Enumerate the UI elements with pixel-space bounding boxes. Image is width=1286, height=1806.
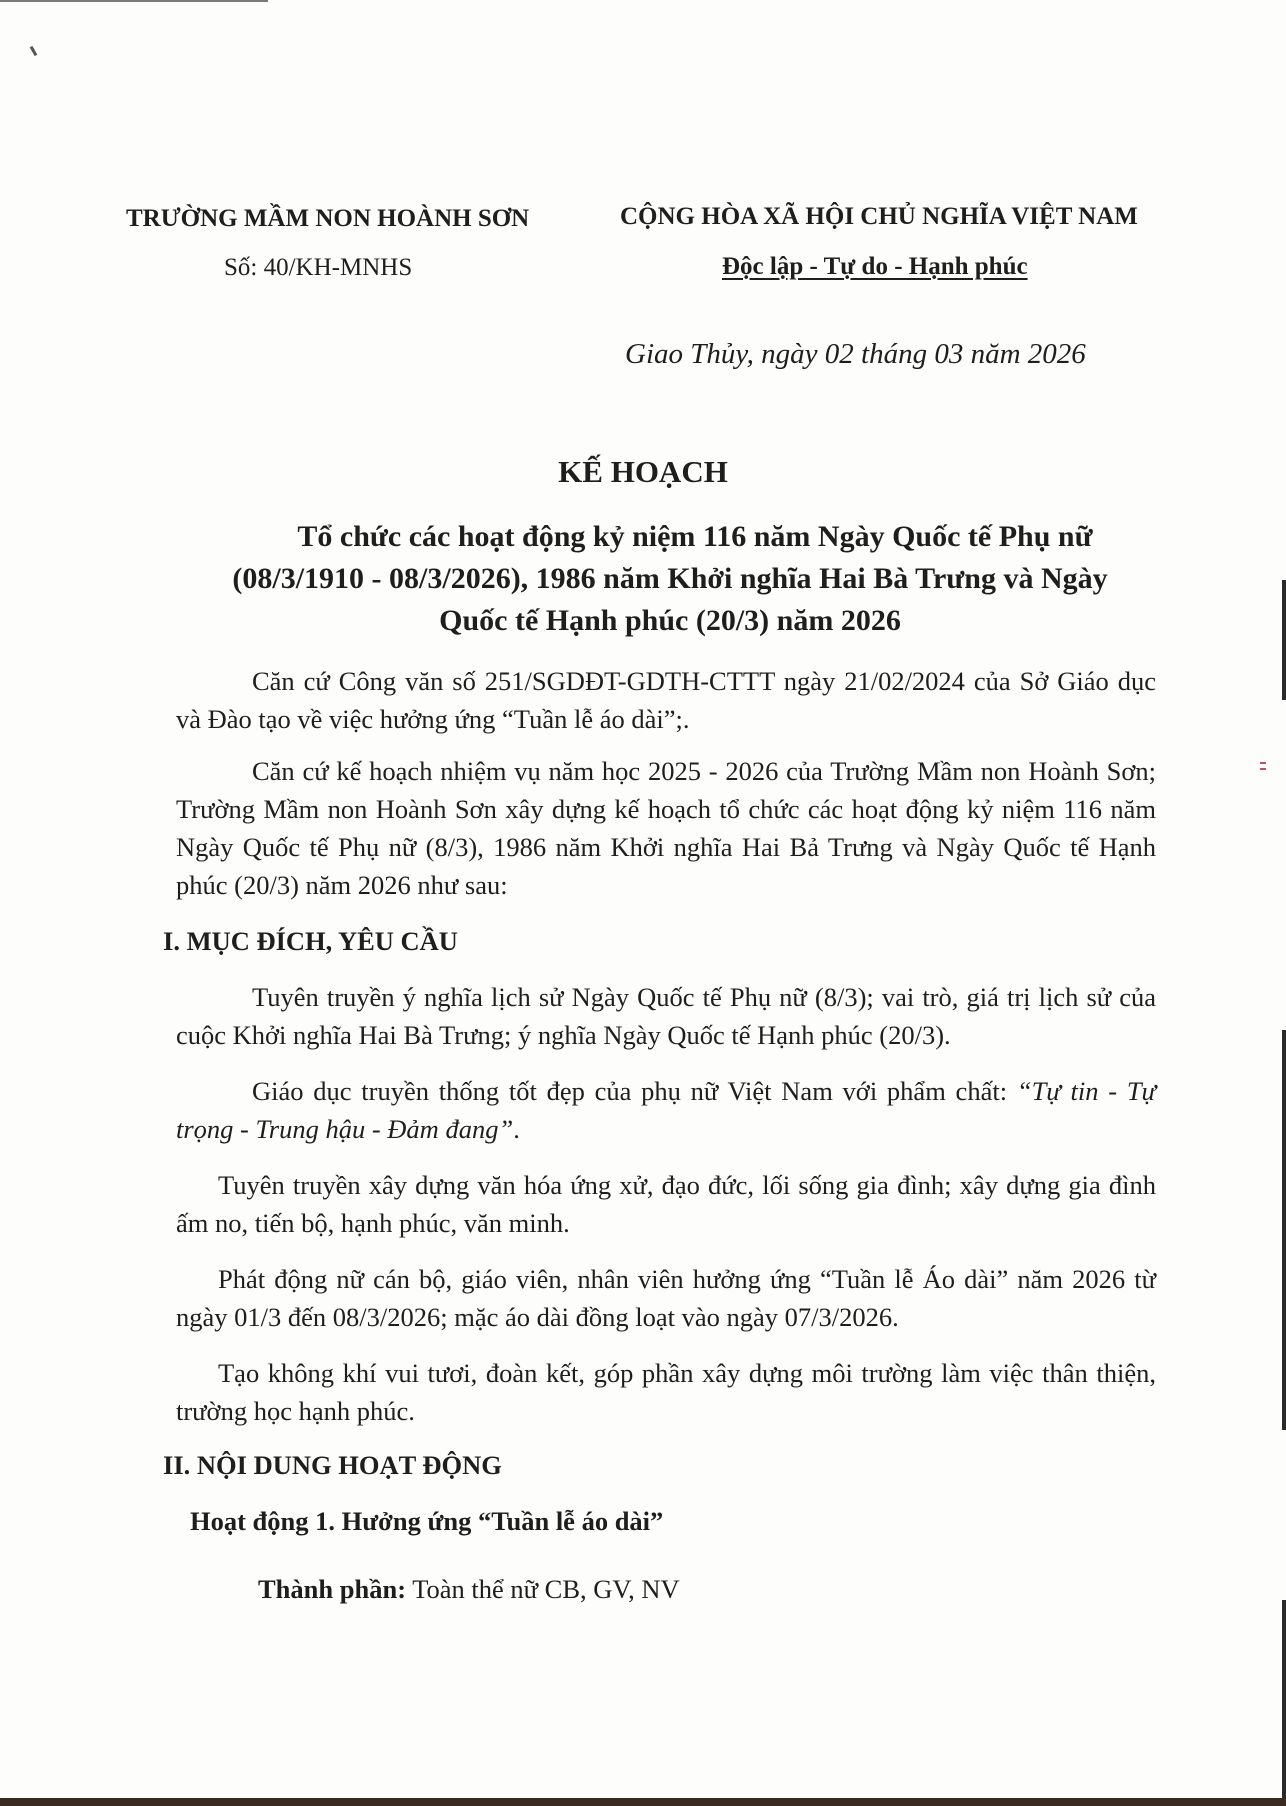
section-1-paragraph-1 <box>176 978 1156 1054</box>
s1-p1-text: Tuyên truyền ý nghĩa lịch sử Ngày Quốc tế Phụ nữ (8/3); vai trò, giá trị lịch sử của cuộc Khởi nghĩa Hai Bà Trưng; ý nghĩa Ngày Quốc tế Hạnh phúc (20/3). <box>176 982 1156 1050</box>
s1-p5-text: Tạo không khí vui tươi, đoàn kết, góp phần xây dựng môi trường làm việc thân thiện, trường học hạnh phúc. <box>176 1358 1156 1426</box>
participants-value: Toàn thể nữ CB, GV, NV <box>406 1574 680 1604</box>
document-date: Giao Thủy, ngày 02 tháng 03 năm 2026 <box>625 338 1086 370</box>
s1-p3-text: Tuyên truyền xây dựng văn hóa ứng xử, đạo đức, lối sống gia đình; xây dựng gia đình ấm no, tiến bộ, hạnh phúc, văn minh. <box>176 1170 1156 1238</box>
section-2-heading: II. NỘI DUNG HOẠT ĐỘNG <box>163 1450 502 1480</box>
scan-edge-line <box>0 0 268 2</box>
section-1-paragraph-5 <box>176 1354 1156 1430</box>
intro-p1-text: Căn cứ Công văn số 251/SGDĐT-GDTH-CTTT ngày 21/02/2024 của Sở Giáo dục và Đào tạo về việc hưởng ứng “Tuần lễ áo dài”;. <box>176 666 1156 734</box>
participants-line <box>258 1570 680 1608</box>
subtitle-line-2: (08/3/1910 - 08/3/2026), 1986 năm Khởi nghĩa Hai Bà Trưng và Ngày <box>232 562 1108 595</box>
national-motto: Độc lập - Tự do - Hạnh phúc <box>722 253 1028 280</box>
page-edge-shadow-2 <box>1282 1030 1286 1430</box>
participants-label: Thành phần: <box>258 1574 407 1604</box>
section-1-heading: I. MỤC ĐÍCH, YÊU CẦU <box>163 926 458 956</box>
scan-mark <box>30 46 38 56</box>
section-1-paragraph-4 <box>176 1260 1156 1336</box>
s1-p2-text: Giáo dục truyền thống tốt đẹp của phụ nữ Việt Nam với phẩm chất: <box>252 1076 1017 1106</box>
page-bottom-edge <box>0 1798 1286 1806</box>
subtitle-line-1: Tổ chức các hoạt động kỷ niệm 116 năm Ngày Quốc tế Phụ nữ <box>297 520 1093 553</box>
scan-mark-right-2 <box>1260 768 1266 770</box>
s1-p2-end: . <box>513 1114 520 1144</box>
document-number: Số: 40/KH-MNHS <box>224 254 413 281</box>
s1-p2-quote: “Tự tin - Tự trọng - Trung hậu - Đảm đang” <box>176 1076 1157 1144</box>
scan-mark-right <box>1260 762 1266 764</box>
page-edge-shadow-3 <box>1282 1600 1286 1800</box>
page-edge-shadow <box>1282 580 1286 700</box>
subtitle-line-3: Quốc tế Hạnh phúc (20/3) năm 2026 <box>439 604 901 637</box>
document-title: KẾ HOẠCH <box>558 454 728 489</box>
republic-name: CỘNG HÒA XÃ HỘI CHỦ NGHĨA VIỆT NAM <box>620 203 1138 230</box>
section-1-paragraph-2 <box>176 1072 1156 1148</box>
subtitle <box>180 516 1160 642</box>
school-name: TRƯỜNG MẦM NON HOÀNH SƠN <box>126 205 530 232</box>
intro-paragraph-2 <box>176 752 1156 904</box>
intro-p2-text: Căn cứ kế hoạch nhiệm vụ năm học 2025 - 2026 của Trường Mầm non Hoành Sơn; Trường Mầm non Hoành Sơn xây dựng kế hoạch tổ chức các hoạt động kỷ niệm 116 năm Ngày Quốc tế Phụ nữ (8/3), 1986 năm Khởi nghĩa Hai Bả Trưng và Ngày Quốc tế Hạnh phúc (20/3) năm 2026 như sau: <box>176 756 1156 900</box>
intro-paragraph-1 <box>176 662 1156 738</box>
section-1-paragraph-3 <box>176 1166 1156 1242</box>
s1-p4-text: Phát động nữ cán bộ, giáo viên, nhân viên hưởng ứng “Tuần lễ Áo dài” năm 2026 từ ngày 01/3 đến 08/3/2026; mặc áo dài đồng loạt vào ngày 07/3/2026. <box>176 1264 1156 1332</box>
activity-1-heading: Hoạt động 1. Hưởng ứng “Tuần lễ áo dài” <box>190 1506 664 1536</box>
